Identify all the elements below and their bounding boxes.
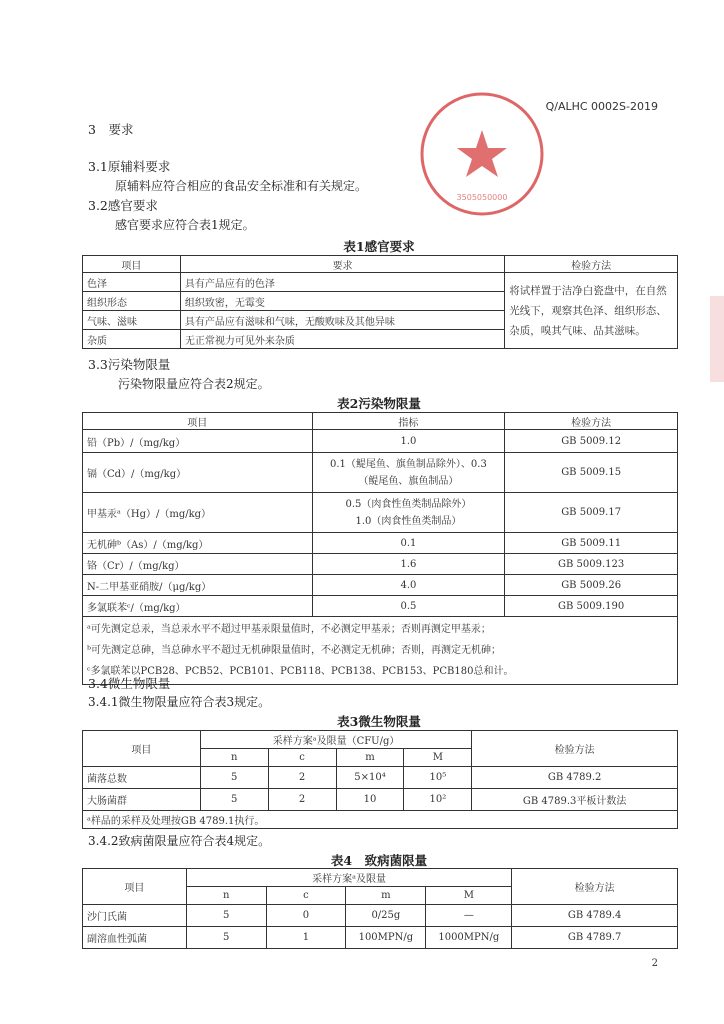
section-3-3-heading: 3.3污染物限量 xyxy=(88,357,171,372)
t4-row-c: 0 xyxy=(266,905,346,927)
t4-row-item: 副溶血性弧菌 xyxy=(83,927,187,949)
t1-method: 将试样置于洁净白瓷盘中，在自然光线下，观察其色泽、组织形态、杂质，嗅其气味、品其滋味。 xyxy=(505,273,678,349)
t2-row-value: 0.1 xyxy=(312,533,505,554)
t2-row-item: 无机砷ᵇ（As）/（mg/kg） xyxy=(83,533,313,554)
section-3-heading: 3 要求 xyxy=(88,122,134,137)
t2-row-item: 铬（Cr）/（mg/kg） xyxy=(83,554,313,575)
t1-header-requirement: 要求 xyxy=(180,256,504,273)
t2-row-value: 0.5 xyxy=(312,596,505,617)
t2-row-item: 镉（Cd）/（mg/kg） xyxy=(83,453,313,493)
t2-header-method: 检验方法 xyxy=(505,413,678,430)
t4-sub-n: n xyxy=(186,887,266,905)
t2-row-item: 铅（Pb）/（mg/kg） xyxy=(83,430,313,453)
t1-row-item: 杂质 xyxy=(83,330,181,349)
table-2-caption: 表2污染物限量 xyxy=(337,396,421,411)
t3-sub-n: n xyxy=(200,749,268,767)
t4-header-method: 检验方法 xyxy=(512,869,678,905)
t2-row-method: GB 5009.11 xyxy=(505,533,678,554)
t3-sub-m: m xyxy=(336,749,404,767)
section-3-1-text: 原辅料应符合相应的食品安全标准和有关规定。 xyxy=(115,179,368,193)
t4-row-M: — xyxy=(426,905,512,927)
t3-row-c: 2 xyxy=(268,789,336,811)
t1-header-method: 检验方法 xyxy=(505,256,678,273)
t2-row-item: 多氯联苯ᶜ/（mg/kg） xyxy=(83,596,313,617)
t4-sub-c: c xyxy=(266,887,346,905)
t2-note: ᵃ可先测定总汞，当总汞水平不超过甲基汞限量值时，不必测定甲基汞；否则再测定甲基汞； xyxy=(87,624,491,635)
section-3-2-heading: 3.2感官要求 xyxy=(88,198,158,213)
t3-header-item: 项目 xyxy=(83,731,201,767)
t1-header-item: 项目 xyxy=(83,256,181,273)
t4-row-M: 1000MPN/g xyxy=(426,927,512,949)
t4-row-method: GB 4789.7 xyxy=(512,927,678,949)
section-3-4-heading: 3.4微生物限量 xyxy=(88,676,171,691)
t2-value-line: （鳀尾鱼、旗鱼制品） xyxy=(358,475,459,487)
t2-row-method: GB 5009.15 xyxy=(505,453,678,493)
t3-row-method: GB 4789.2 xyxy=(472,767,678,789)
t2-row-item: N-二甲基亚硝胺/（μg/kg） xyxy=(83,575,313,596)
svg-text:3505050000: 3505050000 xyxy=(456,193,508,202)
document-code: Q/ALHC 0002S-2019 xyxy=(545,100,658,113)
table-3-microbial xyxy=(82,730,678,829)
t2-notes xyxy=(83,617,678,685)
t3-row-m: 10 xyxy=(336,789,404,811)
t4-row-n: 5 xyxy=(186,927,266,949)
t2-row-value: 4.0 xyxy=(312,575,505,596)
t3-row-n: 5 xyxy=(200,767,268,789)
section-3-4-1-text: 3.4.1微生物限量应符合表3规定。 xyxy=(88,695,271,709)
t2-value-line: 0.1（鳀尾鱼、旗鱼制品除外）、0.3 xyxy=(330,458,487,470)
t4-row-m: 0/25g xyxy=(346,905,426,927)
t3-sub-M: M xyxy=(404,749,472,767)
t3-row-method: GB 4789.3平板计数法 xyxy=(472,789,678,811)
t2-row-value: 1.0 xyxy=(312,430,505,453)
t4-row-method: GB 4789.4 xyxy=(512,905,678,927)
t3-row-item: 大肠菌群 xyxy=(83,789,201,811)
t2-row-method: GB 5009.26 xyxy=(505,575,678,596)
t4-sub-m: m xyxy=(346,887,426,905)
t2-note: ᶜ多氯联苯以PCB28、PCB52、PCB101、PCB118、PCB138、PCB153、PCB180总和计。 xyxy=(87,666,514,677)
t1-row-item: 气味、滋味 xyxy=(83,311,181,330)
t2-row-item: 甲基汞ᵃ（Hg）/（mg/kg） xyxy=(83,493,313,533)
t2-row-method: GB 5009.123 xyxy=(505,554,678,575)
page-edge-seal-fragment xyxy=(706,296,724,382)
t1-row-requirement: 无正常视力可见外来杂质 xyxy=(180,330,504,349)
section-3-1-heading: 3.1原辅料要求 xyxy=(88,159,171,174)
t3-header-sampling: 采样方案ᵃ及限量（CFU/g） xyxy=(200,731,472,749)
t2-header-value: 指标 xyxy=(312,413,505,430)
t1-row-item: 色泽 xyxy=(83,273,181,292)
t4-header-item: 项目 xyxy=(83,869,187,905)
t2-row-method: GB 5009.17 xyxy=(505,493,678,533)
t1-row-requirement: 组织致密，无霉变 xyxy=(180,292,504,311)
table-3-caption: 表3微生物限量 xyxy=(337,714,421,729)
table-4-pathogens xyxy=(82,868,678,949)
t4-row-item: 沙门氏菌 xyxy=(83,905,187,927)
t2-value-line: 1.0（肉食性鱼类制品） xyxy=(355,515,462,527)
t4-row-m: 100MPN/g xyxy=(346,927,426,949)
table-1-sensory xyxy=(82,255,678,349)
t1-row-item: 组织形态 xyxy=(83,292,181,311)
t2-note: ᵇ可先测定总砷，当总砷水平不超过无机砷限量值时，不必测定无机砷；否则，再测定无机砷； xyxy=(87,645,501,656)
t1-row-requirement: 具有产品应有滋味和气味，无酸败味及其他异味 xyxy=(180,311,504,330)
t2-row-value xyxy=(312,453,505,493)
t3-row-M: 10⁵ xyxy=(404,767,472,789)
t4-sub-M: M xyxy=(426,887,512,905)
table-2-contaminants xyxy=(82,412,678,685)
t3-row-n: 5 xyxy=(200,789,268,811)
t3-note: ᵃ样品的采样及处理按GB 4789.1执行。 xyxy=(83,811,678,829)
t2-row-value xyxy=(312,493,505,533)
t3-header-method: 检验方法 xyxy=(472,731,678,767)
t2-row-method: GB 5009.12 xyxy=(505,430,678,453)
page-number: 2 xyxy=(651,958,658,969)
t4-header-sampling: 采样方案ᵃ及限量 xyxy=(186,869,512,887)
t4-row-c: 1 xyxy=(266,927,346,949)
t3-row-c: 2 xyxy=(268,767,336,789)
t2-row-value: 1.6 xyxy=(312,554,505,575)
t3-row-m: 5×10⁴ xyxy=(336,767,404,789)
table-4-caption: 表4 致病菌限量 xyxy=(330,853,428,868)
t3-row-M: 10² xyxy=(404,789,472,811)
section-3-3-text: 污染物限量应符合表2规定。 xyxy=(118,377,270,391)
t3-row-item: 菌落总数 xyxy=(83,767,201,789)
section-3-2-text: 感官要求应符合表1规定。 xyxy=(115,218,255,232)
t4-row-n: 5 xyxy=(186,905,266,927)
t3-sub-c: c xyxy=(268,749,336,767)
t2-value-line: 0.5（肉食性鱼类制品除外） xyxy=(345,498,472,510)
t1-row-requirement: 具有产品应有的色泽 xyxy=(180,273,504,292)
company-seal xyxy=(418,90,546,218)
section-3-4-2-text: 3.4.2致病菌限量应符合表4规定。 xyxy=(88,834,271,848)
table-1-caption: 表1感官要求 xyxy=(343,239,415,254)
t2-header-item: 项目 xyxy=(83,413,313,430)
t2-row-method: GB 5009.190 xyxy=(505,596,678,617)
